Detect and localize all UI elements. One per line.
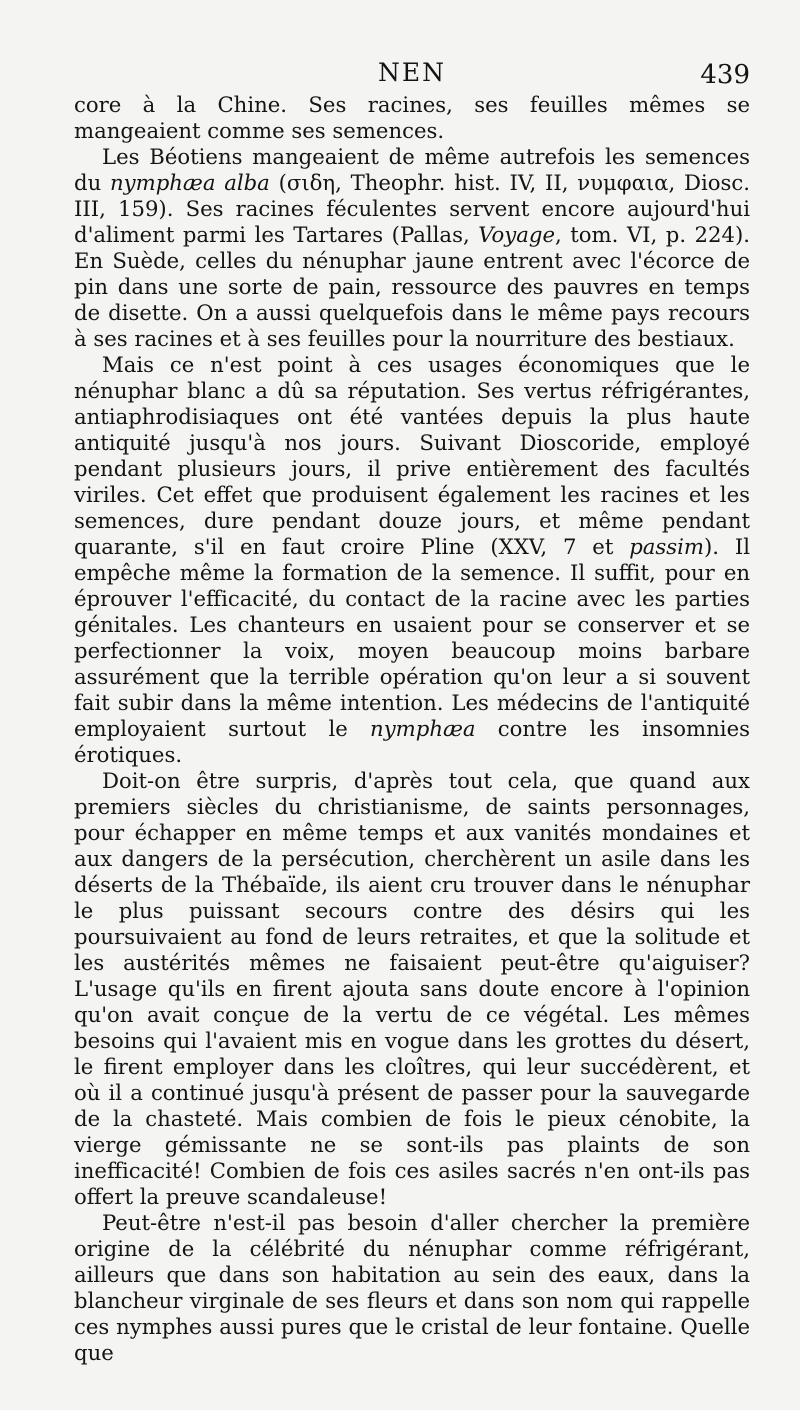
italic-term: nymphæa <box>370 716 476 741</box>
text-run: Les Béotiens mangeaient de même autrefois les semences du <box>74 144 750 195</box>
running-header <box>74 58 750 92</box>
text-run: Mais ce n'est point à ces usages économiques que le nénuphar blanc a dû sa réputation. Ses vertus réfrigérantes, antiaphrodisiaques ont été vantées depuis la plus haute antiquité jusqu'à nos jours. Suivant Dioscoride, employé pendant plusieurs jours, il prive entièrement des facultés viriles. Cet effet que produisent également les racines et les semences, dure pendant douze jours, et même pendant quarante, s'il en faut croire Pline (XXV, 7 et <box>74 352 750 559</box>
paragraph <box>74 1210 750 1366</box>
italic-term: passim <box>629 534 704 559</box>
paragraph <box>74 352 750 768</box>
body-text <box>74 92 750 1366</box>
text-run: ). Il empêche même la formation de la semence. Il suffit, pour en éprouver l'efficacité, du contact de la racine avec les parties génitales. Les chanteurs en usaient pour se conserver et se perfectionner la voix, moyen beaucoup moins barbare assurément que la terrible opération qu'on leur a si souvent fait subir dans la même intention. Les médecins de l'antiquité employaient surtout le <box>74 534 750 741</box>
text-run: contre les insomnies érotiques. <box>74 716 750 767</box>
italic-term: Voyage <box>478 222 556 247</box>
paragraph <box>74 92 750 144</box>
text-run: Peut-être n'est-il pas besoin d'aller chercher la première origine de la célébrité du nénuphar comme réfrigérant, ailleurs que dans son habitation au sein des eaux, dans la blancheur virginale de ses fleurs et dans son nom qui rappelle ces nymphes aussi pures que le cristal de leur fontaine. Quelle que <box>74 1210 750 1365</box>
paragraph <box>74 768 750 1210</box>
running-title: NEN <box>378 58 446 87</box>
italic-term: nymphæa alba <box>109 170 270 195</box>
text-run: , tom. VI, p. 224). En Suède, celles du nénuphar jaune entrent avec l'écorce de pin dans une sorte de pain, ressource des pauvres en temps de disette. On a aussi quelquefois dans le même pays recours à ses racines et à ses feuilles pour la nourriture des bestiaux. <box>74 222 751 351</box>
paragraph <box>74 144 750 352</box>
text-run: core à la Chine. Ses racines, ses feuilles mêmes se mangeaient comme ses semences. <box>74 92 750 143</box>
text-run: (σιδη, Theophr. hist. IV, II, νυμφαια, Diosc. III, 159). Ses racines féculentes servent encore aujourd'hui d'aliment parmi les Tartares (Pallas, <box>74 170 750 247</box>
page-number: 439 <box>700 60 750 90</box>
text-run: Doit-on être surpris, d'après tout cela, que quand aux premiers siècles du christianisme, de saints personnages, pour échapper en même temps et aux vanités mondaines et aux dangers de la persécution, cherchèrent un asile dans les déserts de la Thébaïde, ils aient cru trouver dans le nénuphar le plus puissant secours contre des désirs qui les poursuivaient au fond de leurs retraites, et que la solitude et les austérités mêmes ne faisaient peut-être qu'aiguiser? L'usage qu'ils en firent ajouta sans doute encore à l'opinion qu'on avait conçue de la vertu de ce végétal. Les mêmes besoins qui l'avaient mis en vogue dans les grottes du désert, le firent employer dans les cloîtres, qui leur succédèrent, et où il a continué jusqu'à présent de passer pour la sauvegarde de la chasteté. Mais combien de fois le pieux cénobite, la vierge gémissante ne se sont-ils pas plaints de son inefficacité! Combien de fois ces asiles sacrés n'en ont-ils pas offert la preuve scandaleuse! <box>74 768 750 1209</box>
